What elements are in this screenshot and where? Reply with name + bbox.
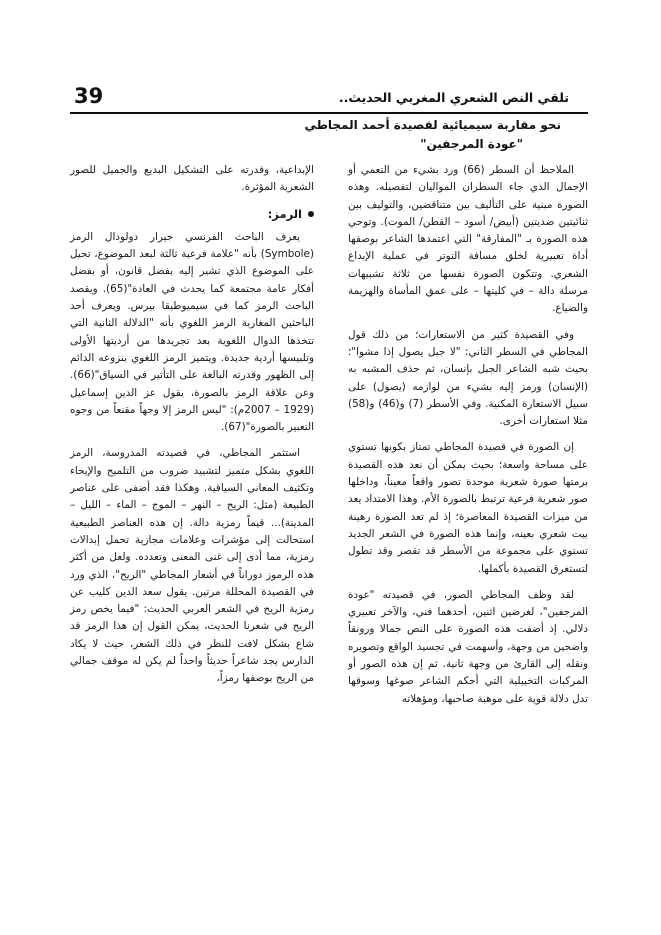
running-title: تلقي النص الشعري المغربي الحديث.. [338, 90, 569, 105]
section-heading [70, 206, 314, 223]
right-text-column [348, 162, 588, 717]
paragraph: إن الصورة في قصيدة المجاطي تمتاز بكونها تستوي على مساحة واسعة؛ بحيث يمكن أن نعد هذه القصيدة برمتها صورة شعرية موحدة تصور واقعاً معيناً، وداخلها صور شعرية فرعية ترتبط بالصورة الأم. وهذا الامتداد يعد من ميزات القصيدة المعاصرة؛ إذ لم تعد الصورة رهينة بيت شعري بعينه، وإنما هذه الصورة في الشعر الجديد تستوي على مجموعة من الأسطر قد تقصر وقد تطول لتستغرق القصيدة بأكملها. [348, 441, 588, 575]
paragraph: لقد وظف المجاطي الصور، في قصيدته "عودة المرجفين"، لغرضين اثنين، أحدهما فني، والآخر تعبيري دلالي. إذ أضفت هذه الصورة على النص جمالا ورونقاً واضحين من وجهة، وأسهمت في تجسيد الواقع وتصويره ونقله إلى القارئ من وجهة ثانية. ثم إن هذه الصور أو المركبات التخييلية التي أحكم الشاعر صوغها وسوقها تدل دلالة قوية على موهبة صاحبها، ومؤهلاته [348, 588, 588, 705]
article-subtitle: نحو مقاربة سيميائية لقصيدة أحمد المجاطي [304, 118, 561, 132]
left-text-column [70, 162, 314, 697]
section-heading-label: الرمز: [267, 206, 302, 221]
paragraph: الإبداعية، وقدرته على التشكيل البديع والجميل للصور الشعرية المؤثرة. [70, 164, 314, 194]
bullet-icon [308, 211, 314, 217]
paragraph: وفي القصيدة كثير من الاستعارات؛ من ذلك قول المجاطي في السطر الثاني: "لا جبل يصول إذا مشوا"؛ بحيث شبه الشاعر الجبل بإنسان، ثم حذف المشبه به (الإنسان) ورمز إليه بشيء من لوازمه (يصول) على سبيل الاستعارة المكنية. وفي الأسطر (7) و(46) و(58) مثلا استعارات أخرى. [348, 328, 588, 428]
paragraph: استثمر المجاطي، في قصيدته المدروسة، الرمز اللغوي بشكل متميز لتشييد ضروب من التلميح والإيحاء وتكثيف المعاني السياقية. وهكذا فقد أضفى على عناصر الطبيعة (مثل: الريح – النهر – الموج – الماء – الليل – المدينة)... قيماً رمزية دالة. إن هذه العناصر الطبيعية استحالت إلى مؤشرات وعلامات مجازية تحمل إبدالات رمزية، مما أدى إلى غنى المعنى وتعدده. ولعل من أكثر هذه الرموز دوراناً في أشعار المجاطي "الريح"، الذي ورد في القصيدة المحللة مرتين. يقول سعد الدين كليب عن رمزية الريح في الشعر العربي الحديث: "فيما يخص رمز الريح في شعرنا الحديث، يمكن القول إن هذا الرمز قد شاع بشكل لافت للنظر في ذلك الشعر، حيث لا يكاد الدارس يجد شاعراً حديثاً واحداً لم يكن له موقف جمالي من الريح بوصفها رمزاً، [70, 447, 314, 685]
header-divider [70, 112, 588, 114]
paragraph: الملاحظ أن السطر (66) ورد بشيء من التعمي أو الإجمال الذي جاء السطران المواليان لتفصيله. وهذه الصورة مبنية على التأليف بين متناقضين، والتوليف بين ثنائيتين ضديتين (أبيض/ أسود – القطن/ الموت). وتوحي هذه الصورة بـ "المفارقة" التي اعتمدها الشاعر بوصفها أداة تعبيرية لخلق مسافة التوتر في عملية الإبداع الشعري. وتتكون الصورة نفسها من ثلاثة تشبيهات مرسلة دالة – في كليتها – على عمق المأساة والهزيمة والضياع. [348, 164, 588, 315]
article-subtitle-quote: "عودة المرجفين" [420, 137, 523, 151]
paragraph: يعرف الباحث الفرنسي جيرار دولودال الرمز (Symbole) بأنه "علامة فرعية ثالثة لبعد الموضوع، تحيل على الموضوع الذي تشير إليه بفضل قانون، أو بفضل أفكار عامة مجتمعة كما يحدث في العادة"(65). ويقصد الباحث الرمز كما في سيميوطيقا بيرس. ويعرف أحد الباحثين المغاربة الرمز اللغوي بأنه "الدلالة الثانية التي تتخذها الدوال اللغوية بعد تجريدها من أرديتها الأولى وتلبيسها أردية جديدة. ويتميز الرمز اللغوي بنزوعه الدائم إلى الظهور وقدرته البالغة على التأثير في السياق"(66). وعن علاقة الرمز بالصورة، يقول عز الدين إسماعيل (1929 – 2007م): "ليس الرمز إلا وجهاً مقنعاً من وجوه التعبير بالصورة"(67). [70, 230, 315, 434]
page-number: 39 [74, 84, 104, 108]
